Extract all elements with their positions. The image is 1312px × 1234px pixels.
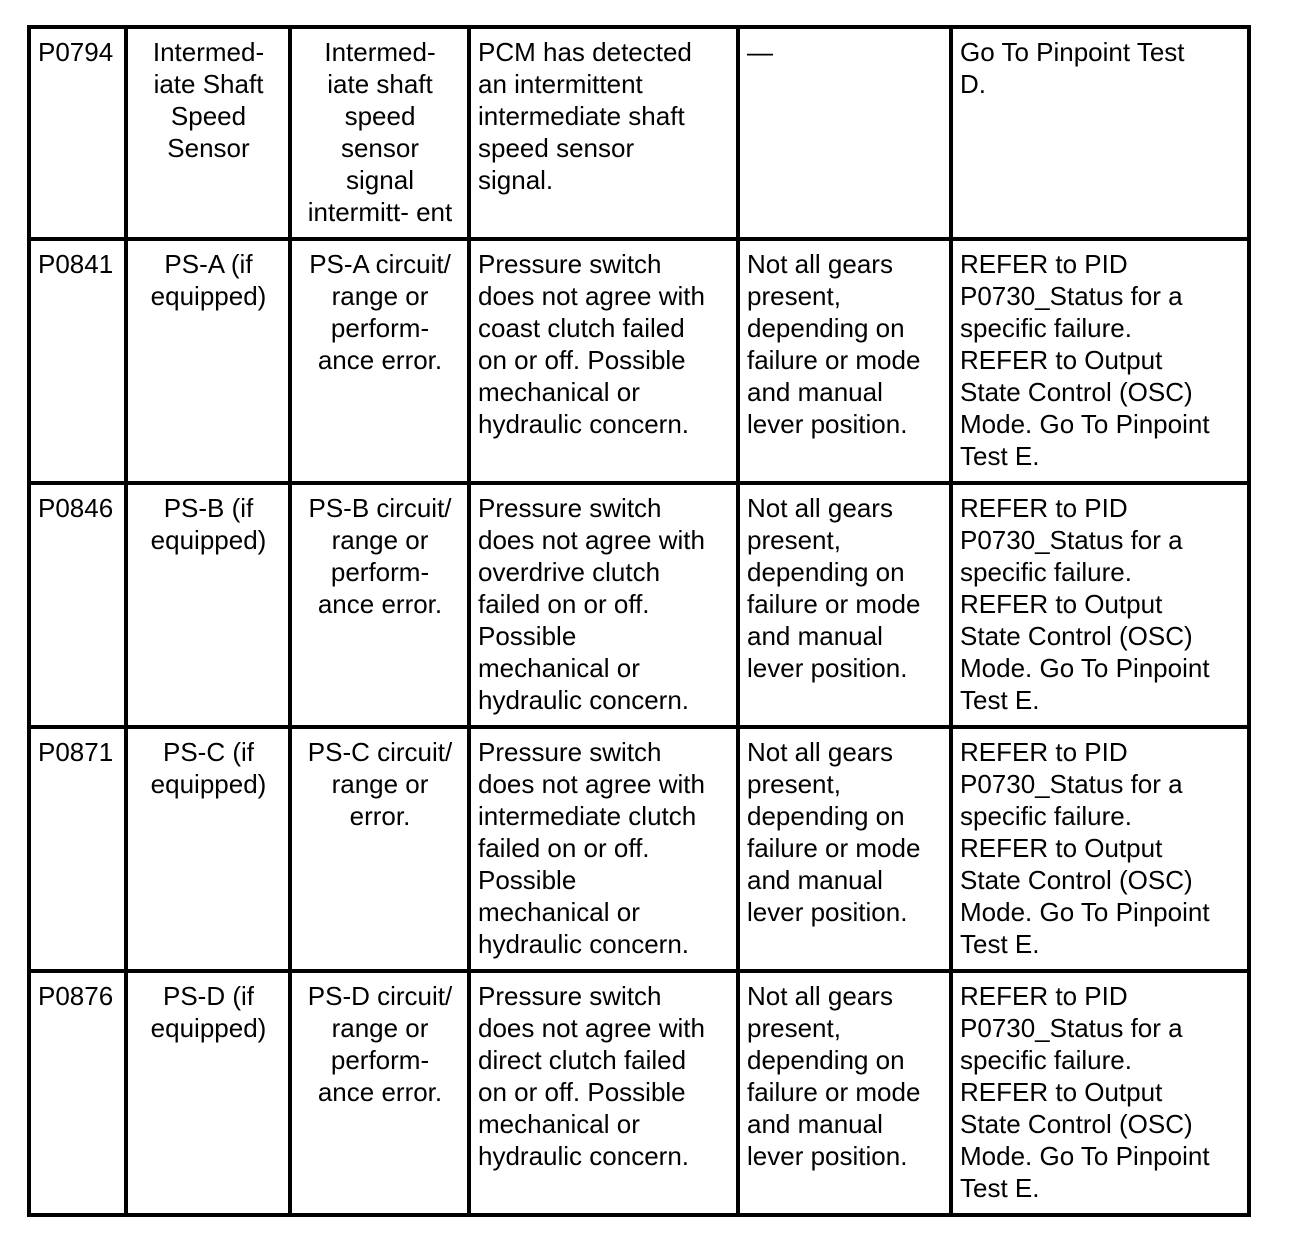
condition-cell: Pressure switch does not agree with direct clutch failed on or off. Possible mechanical or hydraulic concern. (469, 971, 738, 1215)
table-row (29, 971, 1249, 1215)
dtc-code-cell: P0794 (29, 27, 126, 239)
action-cell: Go To Pinpoint Test D. (951, 27, 1249, 239)
dtc-code-cell: P0846 (29, 483, 126, 727)
condition-cell: Pressure switch does not agree with overdrive clutch failed on or off. Possible mechanical or hydraulic concern. (469, 483, 738, 727)
description-cell: PS-D circuit/ range or perform- ance error. (290, 971, 469, 1215)
action-cell: REFER to PID P0730_Status for a specific failure. REFER to Output State Control (OSC) Mode. Go To Pinpoint Test E. (951, 483, 1249, 727)
symptom-cell: Not all gears present, depending on failure or mode and manual lever position. (738, 483, 951, 727)
condition-cell: Pressure switch does not agree with intermediate clutch failed on or off. Possible mechanical or hydraulic concern. (469, 727, 738, 971)
component-cell: PS-C (if equipped) (126, 727, 290, 971)
symptom-cell: Not all gears present, depending on failure or mode and manual lever position. (738, 239, 951, 483)
action-cell: REFER to PID P0730_Status for a specific failure. REFER to Output State Control (OSC) Mode. Go To Pinpoint Test E. (951, 971, 1249, 1215)
component-cell: PS-B (if equipped) (126, 483, 290, 727)
symptom-cell: Not all gears present, depending on failure or mode and manual lever position. (738, 971, 951, 1215)
description-cell: PS-C circuit/ range or error. (290, 727, 469, 971)
component-cell: PS-A (if equipped) (126, 239, 290, 483)
component-cell: PS-D (if equipped) (126, 971, 290, 1215)
condition-cell: PCM has detected an intermittent intermediate shaft speed sensor signal. (469, 27, 738, 239)
table-row (29, 727, 1249, 971)
dtc-code-cell: P0841 (29, 239, 126, 483)
action-cell: REFER to PID P0730_Status for a specific failure. REFER to Output State Control (OSC) Mode. Go To Pinpoint Test E. (951, 727, 1249, 971)
table-row (29, 483, 1249, 727)
table-row (29, 27, 1249, 239)
component-cell: Intermed- iate Shaft Speed Sensor (126, 27, 290, 239)
dtc-code-cell: P0876 (29, 971, 126, 1215)
symptom-cell: Not all gears present, depending on failure or mode and manual lever position. (738, 727, 951, 971)
dtc-code-cell: P0871 (29, 727, 126, 971)
symptom-cell: — (738, 27, 951, 239)
description-cell: PS-A circuit/ range or perform- ance error. (290, 239, 469, 483)
condition-cell: Pressure switch does not agree with coast clutch failed on or off. Possible mechanical or hydraulic concern. (469, 239, 738, 483)
description-cell: Intermed- iate shaft speed sensor signal intermitt- ent (290, 27, 469, 239)
description-cell: PS-B circuit/ range or perform- ance error. (290, 483, 469, 727)
dtc-table (27, 25, 1251, 1217)
table-row (29, 239, 1249, 483)
action-cell: REFER to PID P0730_Status for a specific failure. REFER to Output State Control (OSC) Mode. Go To Pinpoint Test E. (951, 239, 1249, 483)
